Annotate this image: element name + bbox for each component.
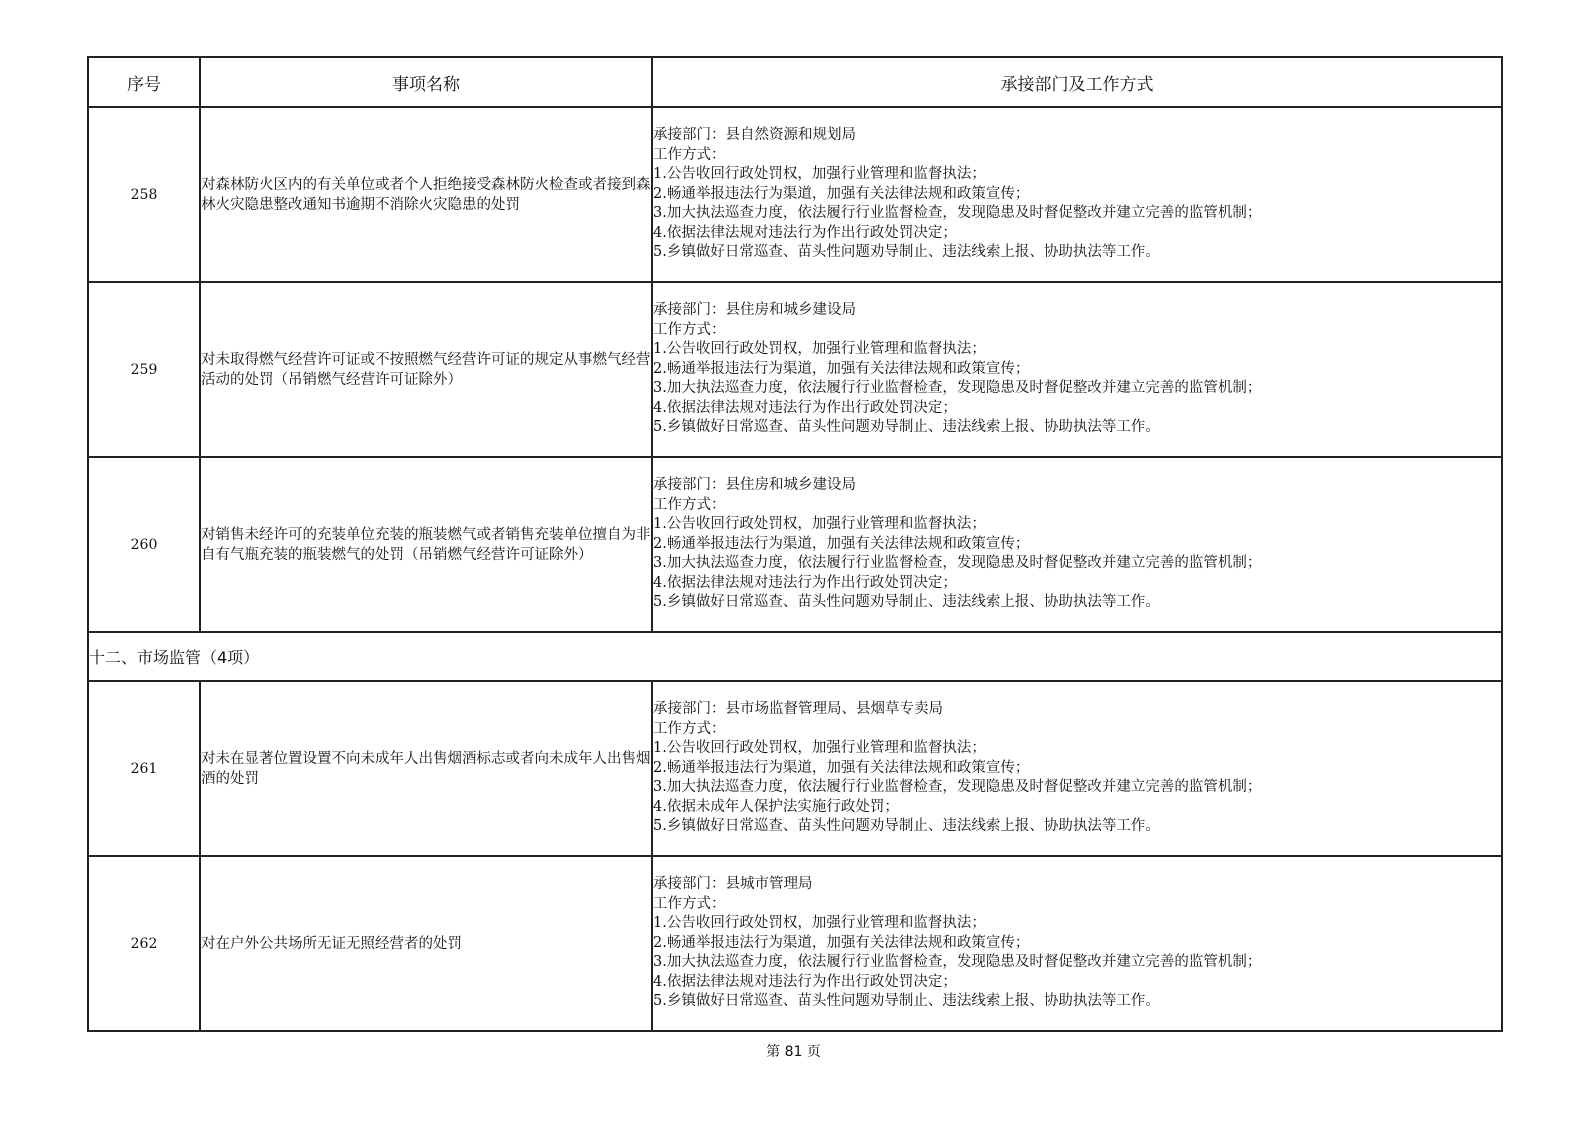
table-row — [88, 457, 1502, 632]
dept-line: 2.畅通举报违法行为渠道，加强有关法律法规和政策宣传； — [653, 759, 1030, 776]
dept-line: 5.乡镇做好日常巡查、苗头性问题劝导制止、违法线索上报、协助执法等工作。 — [653, 419, 1160, 436]
dept-line: 承接部门：县住房和城乡建设局 — [653, 301, 856, 318]
dept-line: 承接部门：县住房和城乡建设局 — [653, 476, 856, 493]
dept-line: 3.加大执法巡查力度，依法履行行业监督检查，发现隐患及时督促整改并建立完善的监管机制； — [653, 954, 1262, 971]
dept-line: 4.依据法律法规对违法行为作出行政处罚决定； — [653, 399, 957, 416]
dept-line: 工作方式： — [653, 321, 726, 338]
dept-line: 工作方式： — [653, 496, 726, 513]
row-seq: 258 — [88, 107, 200, 282]
row-seq: 259 — [88, 282, 200, 457]
row-dept — [652, 681, 1502, 856]
dept-line: 4.依据法律法规对违法行为作出行政处罚决定； — [653, 574, 957, 591]
dept-line: 1.公告收回行政处罚权，加强行业管理和监督执法； — [653, 915, 986, 932]
page-number: 第 81 页 — [766, 1044, 821, 1060]
section-title: 十二、市场监管（4项） — [88, 632, 1502, 681]
table-row — [88, 282, 1502, 457]
dept-line: 工作方式： — [653, 146, 726, 163]
row-name: 对销售未经许可的充装单位充装的瓶装燃气或者销售充装单位擅自为非自有气瓶充装的瓶装燃气的处罚（吊销燃气经营许可证除外） — [200, 457, 652, 632]
row-seq: 262 — [88, 856, 200, 1031]
dept-line: 4.依据法律法规对违法行为作出行政处罚决定； — [653, 973, 957, 990]
row-seq: 260 — [88, 457, 200, 632]
dept-line: 3.加大执法巡查力度，依法履行行业监督检查，发现隐患及时督促整改并建立完善的监管机制； — [653, 205, 1262, 222]
dept-line: 承接部门：县自然资源和规划局 — [653, 126, 856, 143]
dept-line: 3.加大执法巡查力度，依法履行行业监督检查，发现隐患及时督促整改并建立完善的监管机制； — [653, 380, 1262, 397]
dept-line: 4.依据未成年人保护法实施行政处罚； — [653, 798, 899, 815]
dept-line: 3.加大执法巡查力度，依法履行行业监督检查，发现隐患及时督促整改并建立完善的监管机制； — [653, 555, 1262, 572]
dept-line: 3.加大执法巡查力度，依法履行行业监督检查，发现隐患及时督促整改并建立完善的监管机制； — [653, 779, 1262, 796]
dept-line: 2.畅通举报违法行为渠道，加强有关法律法规和政策宣传； — [653, 934, 1030, 951]
header-seq: 序号 — [88, 57, 200, 107]
row-dept — [652, 457, 1502, 632]
dept-line: 1.公告收回行政处罚权，加强行业管理和监督执法； — [653, 516, 986, 533]
dept-line: 工作方式： — [653, 720, 726, 737]
table-row — [88, 856, 1502, 1031]
dept-line: 1.公告收回行政处罚权，加强行业管理和监督执法； — [653, 341, 986, 358]
table-row — [88, 107, 1502, 282]
dept-line: 2.畅通举报违法行为渠道，加强有关法律法规和政策宣传； — [653, 535, 1030, 552]
items-table — [87, 56, 1503, 1032]
header-name: 事项名称 — [200, 57, 652, 107]
dept-line: 承接部门：县市场监督管理局、县烟草专卖局 — [653, 700, 943, 717]
dept-line: 5.乡镇做好日常巡查、苗头性问题劝导制止、违法线索上报、协助执法等工作。 — [653, 993, 1160, 1010]
section-row — [88, 632, 1502, 681]
table-header-row — [88, 57, 1502, 107]
table-row — [88, 681, 1502, 856]
dept-line: 4.依据法律法规对违法行为作出行政处罚决定； — [653, 224, 957, 241]
dept-line: 5.乡镇做好日常巡查、苗头性问题劝导制止、违法线索上报、协助执法等工作。 — [653, 818, 1160, 835]
header-dept: 承接部门及工作方式 — [652, 57, 1502, 107]
row-name: 对在户外公共场所无证无照经营者的处罚 — [200, 856, 652, 1031]
dept-line: 2.畅通举报违法行为渠道，加强有关法律法规和政策宣传； — [653, 360, 1030, 377]
dept-line: 5.乡镇做好日常巡查、苗头性问题劝导制止、违法线索上报、协助执法等工作。 — [653, 244, 1160, 261]
row-name: 对未在显著位置设置不向未成年人出售烟酒标志或者向未成年人出售烟酒的处罚 — [200, 681, 652, 856]
row-dept — [652, 107, 1502, 282]
row-dept — [652, 282, 1502, 457]
dept-line: 2.畅通举报违法行为渠道，加强有关法律法规和政策宣传； — [653, 185, 1030, 202]
row-name: 对未取得燃气经营许可证或不按照燃气经营许可证的规定从事燃气经营活动的处罚（吊销燃气经营许可证除外） — [200, 282, 652, 457]
dept-line: 1.公告收回行政处罚权，加强行业管理和监督执法； — [653, 740, 986, 757]
row-dept — [652, 856, 1502, 1031]
dept-line: 工作方式： — [653, 895, 726, 912]
row-seq: 261 — [88, 681, 200, 856]
dept-line: 承接部门：县城市管理局 — [653, 875, 813, 892]
row-name: 对森林防火区内的有关单位或者个人拒绝接受森林防火检查或者接到森林火灾隐患整改通知书逾期不消除火灾隐患的处罚 — [200, 107, 652, 282]
dept-line: 5.乡镇做好日常巡查、苗头性问题劝导制止、违法线索上报、协助执法等工作。 — [653, 594, 1160, 611]
dept-line: 1.公告收回行政处罚权，加强行业管理和监督执法； — [653, 166, 986, 183]
